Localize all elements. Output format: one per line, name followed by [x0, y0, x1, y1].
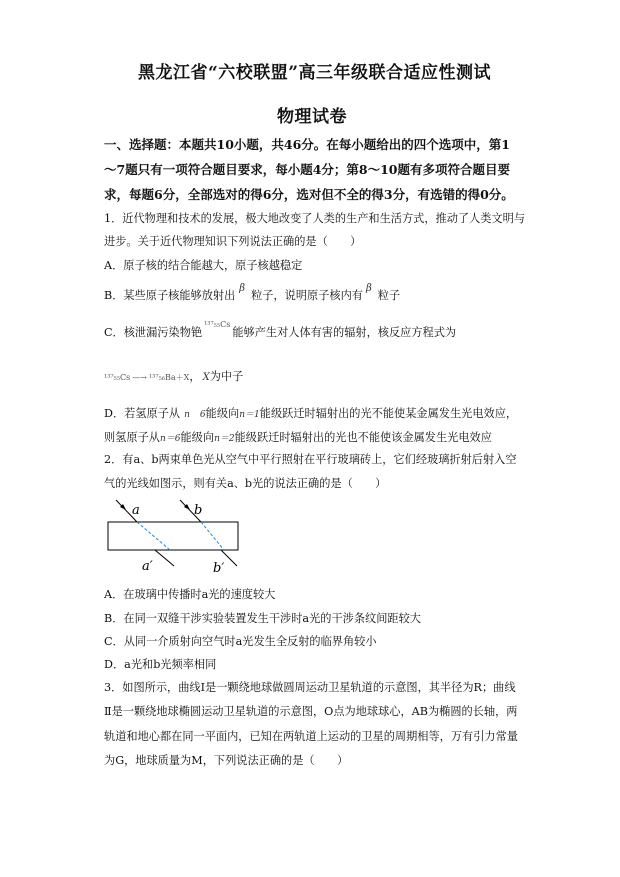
q1-stem-1: 1．近代物理和技术的发展，极大地改变了人类的生产和生活方式，推动了人类文明与	[104, 212, 526, 225]
q1-c-post: 能够产生对人体有害的辐射，核反应方程式为	[232, 326, 457, 339]
q1-option-c	[104, 320, 457, 340]
q2-option-c: C．从同一介质射向空气时a光发生全反射的临界角较小	[104, 635, 377, 648]
q2-option-d: D．a光和b光频率相同	[104, 658, 217, 671]
q1-stem-2: 进步。关于近代物理知识下列说法正确的是（ ）	[104, 235, 362, 248]
section-line-2: ～7题只有一项符合题目要求，每小题4分；第8～10题有多项符合题目要	[104, 162, 510, 177]
ray-a-emergent	[155, 550, 174, 566]
ray-b-refracted	[201, 522, 224, 550]
eq-left-cs: ¹³⁷₅₅Cs	[104, 373, 131, 382]
q1-option-a: A．原子核的结合能越大，原子核越稳定	[104, 259, 303, 272]
q1-d2-post: 能级跃迁时辐射出的光也不能使该金属发生光电效应	[234, 431, 492, 444]
q2-stem-1: 2．有a、b两束单色光从空气中平行照射在平行玻璃砖上，它们经玻璃折射后射入空	[104, 453, 517, 466]
exam-subtitle: 物理试卷	[277, 107, 347, 127]
q3-stem-2: Ⅱ是一颗绕地球椭圆运动卫星轨道的示意图，O点为地球球心，AB为椭圆的长轴，两	[104, 705, 518, 718]
eq-right-ba: ¹³⁷₅₆Ba＋X	[148, 373, 190, 382]
label-a-prime: a′	[142, 559, 153, 574]
cesium-symbol: ¹³⁷₅₅Cs	[204, 320, 231, 329]
beta-symbol-1: β	[239, 283, 246, 294]
q1-d2-mid: 能级向	[180, 431, 215, 444]
label-a: a	[132, 503, 140, 518]
d1-n-one: n＝1	[239, 410, 260, 420]
q1-d2-pre: 则氢原子从	[104, 431, 160, 444]
exam-title: 黑龙江省“六校联盟”高三年级联合适应性测试	[138, 63, 492, 83]
q3-stem-4: 为G，地球质量为M，下列说法正确的是（ ）	[104, 754, 349, 767]
q1-b-pre: B．某些原子核能够放射出	[104, 289, 236, 302]
q3-stem-1: 3．如图所示，曲线Ⅰ是一颗绕地球做圆周运动卫星轨道的示意图，其半径为R；曲线	[104, 681, 516, 694]
q1-b-mid: 粒子，说明原子核内有	[251, 289, 363, 302]
eq-comma: ，	[189, 370, 201, 383]
glass-slab	[108, 522, 238, 550]
q2-option-b: B．在同一双缝干涉实验装置发生干涉时a光的干涉条纹间距较大	[104, 612, 421, 625]
eq-x-symbol: X	[202, 372, 210, 383]
q1-option-d-line-2	[104, 429, 492, 445]
q1-d1-mid: 能级向	[205, 407, 240, 420]
q1-option-d-line-1	[104, 405, 517, 421]
section-line-1: 一、选择题：本题共10小题，共46分。在每小题给出的四个选项中，第1	[104, 137, 510, 152]
q2-stem-2: 气的光线如图示，则有关a、b光的说法正确的是（ ）	[104, 477, 387, 490]
eq-post: 为中子	[209, 370, 244, 383]
q1-option-b	[104, 283, 401, 303]
ray-a-refracted	[137, 522, 170, 550]
q1-d1-post: 能级跃迁时辐射出的光不能使某金属发生光电效应，	[259, 407, 518, 420]
q2-option-a: A．在玻璃中传播时a光的速度较大	[104, 588, 276, 601]
d2-n-six: n＝6	[159, 434, 181, 444]
q1-c-pre: C．核泄漏污染物铯	[104, 326, 203, 339]
label-b-prime: b′	[213, 561, 225, 576]
q1-equation	[104, 368, 243, 384]
reaction-arrow-icon: —→	[132, 373, 147, 382]
d2-n-two: n＝2	[214, 434, 235, 444]
q3-stem-3: 轨道和地心都在同一平面内，已知在两轨道上运动的卫星的周期相等，万有引力常量	[104, 730, 518, 743]
q1-b-post: 粒子	[377, 289, 401, 302]
section-line-3: 求，每题6分，全部选对的得6分，选对但不全的得3分，有选错的得0分。	[104, 187, 514, 202]
q1-d1-pre: D．若氢原子从	[104, 407, 181, 420]
label-b: b	[194, 503, 203, 518]
glass-slab-diagram	[100, 496, 260, 580]
beta-symbol-2: β	[365, 283, 372, 294]
d1-six: 6	[199, 410, 206, 420]
d1-n-symbol: n	[184, 410, 190, 420]
